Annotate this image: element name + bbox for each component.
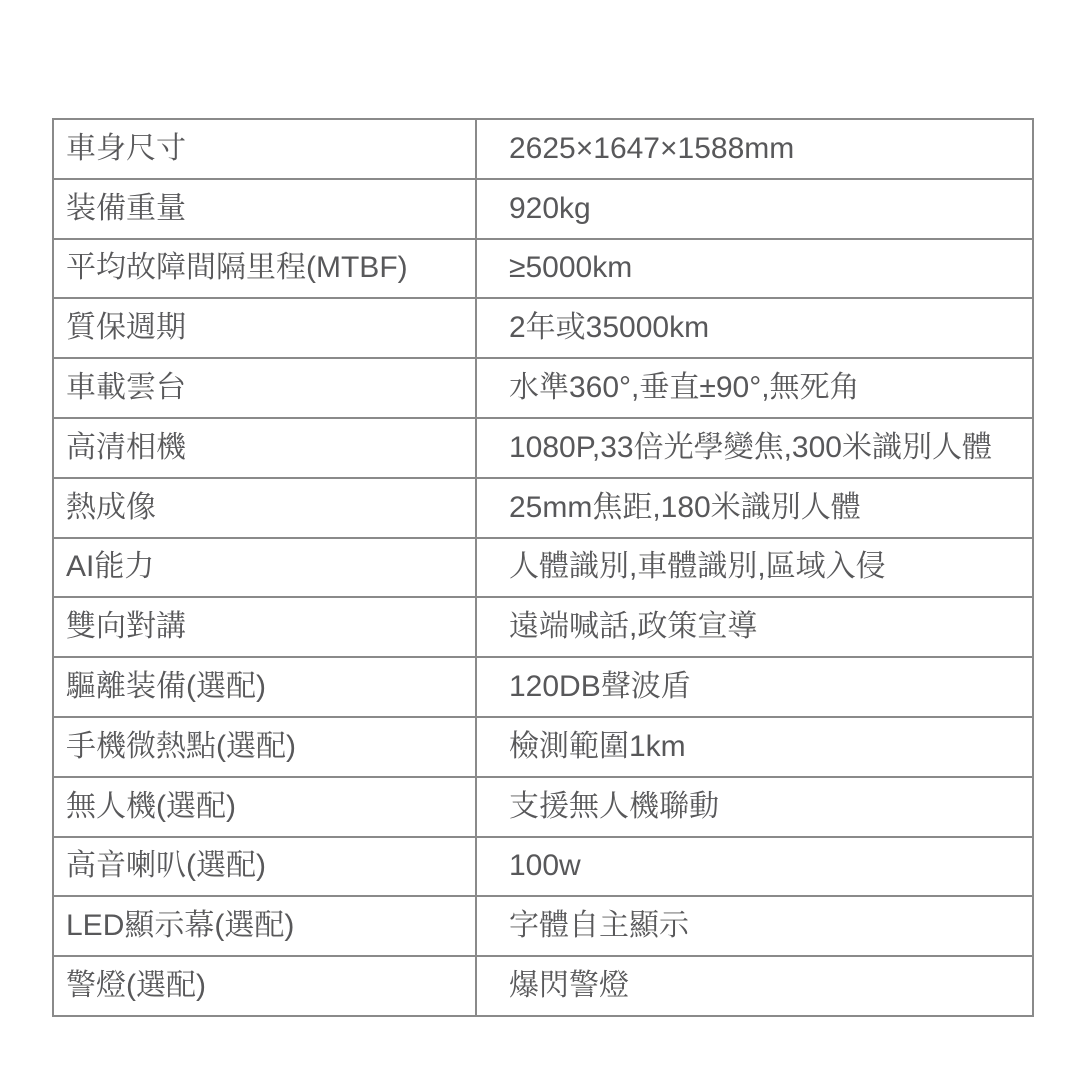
spec-label: 雙向對講 bbox=[53, 597, 476, 657]
spec-label: 無人機(選配) bbox=[53, 777, 476, 837]
spec-value: 水準360°,垂直±90°,無死角 bbox=[476, 358, 1033, 418]
spec-value: 120DB聲波盾 bbox=[476, 657, 1033, 717]
spec-label: 高清相機 bbox=[53, 418, 476, 478]
table-row bbox=[53, 119, 1033, 179]
spec-label: 質保週期 bbox=[53, 298, 476, 358]
spec-value: 100w bbox=[476, 837, 1033, 897]
spec-value: 25mm焦距,180米識別人體 bbox=[476, 478, 1033, 538]
spec-value: 2625×1647×1588mm bbox=[476, 119, 1033, 179]
spec-value: 人體識別,車體識別,區域入侵 bbox=[476, 538, 1033, 598]
spec-table bbox=[52, 118, 1034, 1017]
spec-value: 遠端喊話,政策宣導 bbox=[476, 597, 1033, 657]
spec-label: 車身尺寸 bbox=[53, 119, 476, 179]
spec-label: 高音喇叭(選配) bbox=[53, 837, 476, 897]
spec-label: 熱成像 bbox=[53, 478, 476, 538]
table-row bbox=[53, 777, 1033, 837]
table-row bbox=[53, 418, 1033, 478]
table-row bbox=[53, 657, 1033, 717]
table-row bbox=[53, 717, 1033, 777]
spec-label: 車載雲台 bbox=[53, 358, 476, 418]
spec-value: ≥5000km bbox=[476, 239, 1033, 299]
spec-label: 驅離装備(選配) bbox=[53, 657, 476, 717]
spec-label: 平均故障間隔里程(MTBF) bbox=[53, 239, 476, 299]
table-row bbox=[53, 896, 1033, 956]
table-row bbox=[53, 358, 1033, 418]
spec-label: LED顯示幕(選配) bbox=[53, 896, 476, 956]
spec-value: 1080P,33倍光學變焦,300米識別人體 bbox=[476, 418, 1033, 478]
table-row bbox=[53, 538, 1033, 598]
spec-label: 警燈(選配) bbox=[53, 956, 476, 1016]
spec-label: 手機微熱點(選配) bbox=[53, 717, 476, 777]
table-row bbox=[53, 597, 1033, 657]
table-row bbox=[53, 837, 1033, 897]
table-row bbox=[53, 179, 1033, 239]
spec-value: 920kg bbox=[476, 179, 1033, 239]
spec-value: 支援無人機聯動 bbox=[476, 777, 1033, 837]
spec-label: 装備重量 bbox=[53, 179, 476, 239]
spec-label: AI能力 bbox=[53, 538, 476, 598]
table-row bbox=[53, 478, 1033, 538]
spec-value: 檢測範圍1km bbox=[476, 717, 1033, 777]
spec-value: 字體自主顯示 bbox=[476, 896, 1033, 956]
spec-value: 2年或35000km bbox=[476, 298, 1033, 358]
spec-value: 爆閃警燈 bbox=[476, 956, 1033, 1016]
table-row bbox=[53, 239, 1033, 299]
table-row bbox=[53, 298, 1033, 358]
spec-table-body bbox=[53, 119, 1033, 1016]
table-row bbox=[53, 956, 1033, 1016]
